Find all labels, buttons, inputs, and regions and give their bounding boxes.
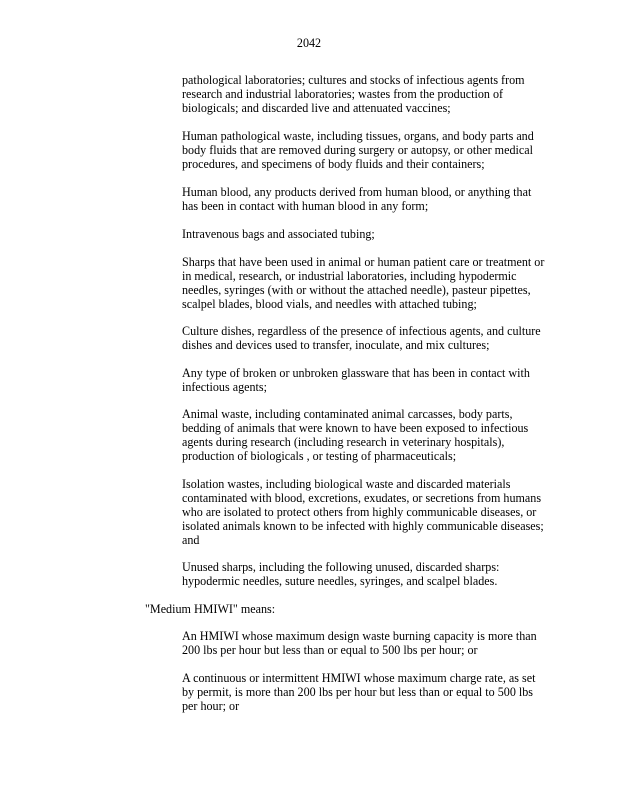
text-line: production of biologicals , or testing of pharmaceuticals; [182,449,457,463]
text-line: Culture dishes, regardless of the presence of infectious agents, and culture [182,324,541,338]
text-line: 200 lbs per hour but less than or equal to 500 lbs per hour; or [182,643,478,657]
text-line: procedures, and specimens of body fluids and their containers; [182,157,485,171]
text-line: dishes and devices used to transfer, inoculate, and mix cultures; [182,338,490,352]
page-number: 2042 [296,36,322,50]
text-line: isolated animals known to be infected with highly communicable diseases; [182,519,544,533]
text-line: scalpel blades, blood vials, and needles with attached tubing; [182,297,477,311]
list-item-animal-waste [182,407,544,463]
definition-item-design-capacity [182,629,544,657]
text-line: Isolation wastes, including biological waste and discarded materials [182,477,511,491]
list-item-human-blood [182,185,544,213]
text-line: contaminated with blood, excretions, exudates, or secretions from humans [182,491,542,505]
text-line: Human blood, any products derived from human blood, or anything that [182,185,532,199]
list-item-human-pathological-waste [182,129,544,171]
text-line: infectious agents; [182,380,267,394]
text-line: bedding of animals that were known to have been exposed to infectious [182,421,529,435]
list-item-culture-dishes [182,324,544,352]
list-item-unused-sharps [182,560,544,588]
text-line: body fluids that are removed during surgery or autopsy, or other medical [182,143,533,157]
text-line: An HMIWI whose maximum design waste burning capacity is more than [182,629,537,643]
text-line: needles, syringes (with or without the attached needle), pasteur pipettes, [182,283,531,297]
text-line: in medical, research, or industrial laboratories, including hypodermic [182,269,517,283]
text-line: pathological laboratories; cultures and stocks of infectious agents from [182,73,525,87]
list-item-glassware [182,366,544,394]
text-line: research and industrial laboratories; wastes from the production of [182,87,504,101]
text-line: A continuous or intermittent HMIWI whose maximum charge rate, as set [182,671,536,685]
definition-item-charge-rate [182,671,544,713]
definition-term-medium-hmiwi: "Medium HMIWI" means: [145,602,276,616]
text-line: who are isolated to protect others from highly communicable diseases, or [182,505,537,519]
list-item-intravenous-bags [182,227,544,241]
text-line: per hour; or [182,699,240,713]
text-line: hypodermic needles, suture needles, syringes, and scalpel blades. [182,574,498,588]
text-line: and [182,533,200,547]
list-item-continued-waste-categories [182,73,544,115]
list-item-sharps [182,255,544,311]
list-item-isolation-wastes [182,477,544,547]
text-line: agents during research (including research in veterinary hospitals), [182,435,505,449]
text-line: Intravenous bags and associated tubing; [182,227,375,241]
text-line: Human pathological waste, including tissues, organs, and body parts and [182,129,534,143]
text-line: Any type of broken or unbroken glassware that has been in contact with [182,366,530,380]
text-line: Animal waste, including contaminated animal carcasses, body parts, [182,407,513,421]
text-line: Unused sharps, including the following unused, discarded sharps: [182,560,500,574]
text-line: Sharps that have been used in animal or human patient care or treatment or [182,255,545,269]
text-line: has been in contact with human blood in any form; [182,199,429,213]
text-line: by permit, is more than 200 lbs per hour but less than or equal to 500 lbs [182,685,534,699]
text-line: biologicals; and discarded live and attenuated vaccines; [182,101,451,115]
